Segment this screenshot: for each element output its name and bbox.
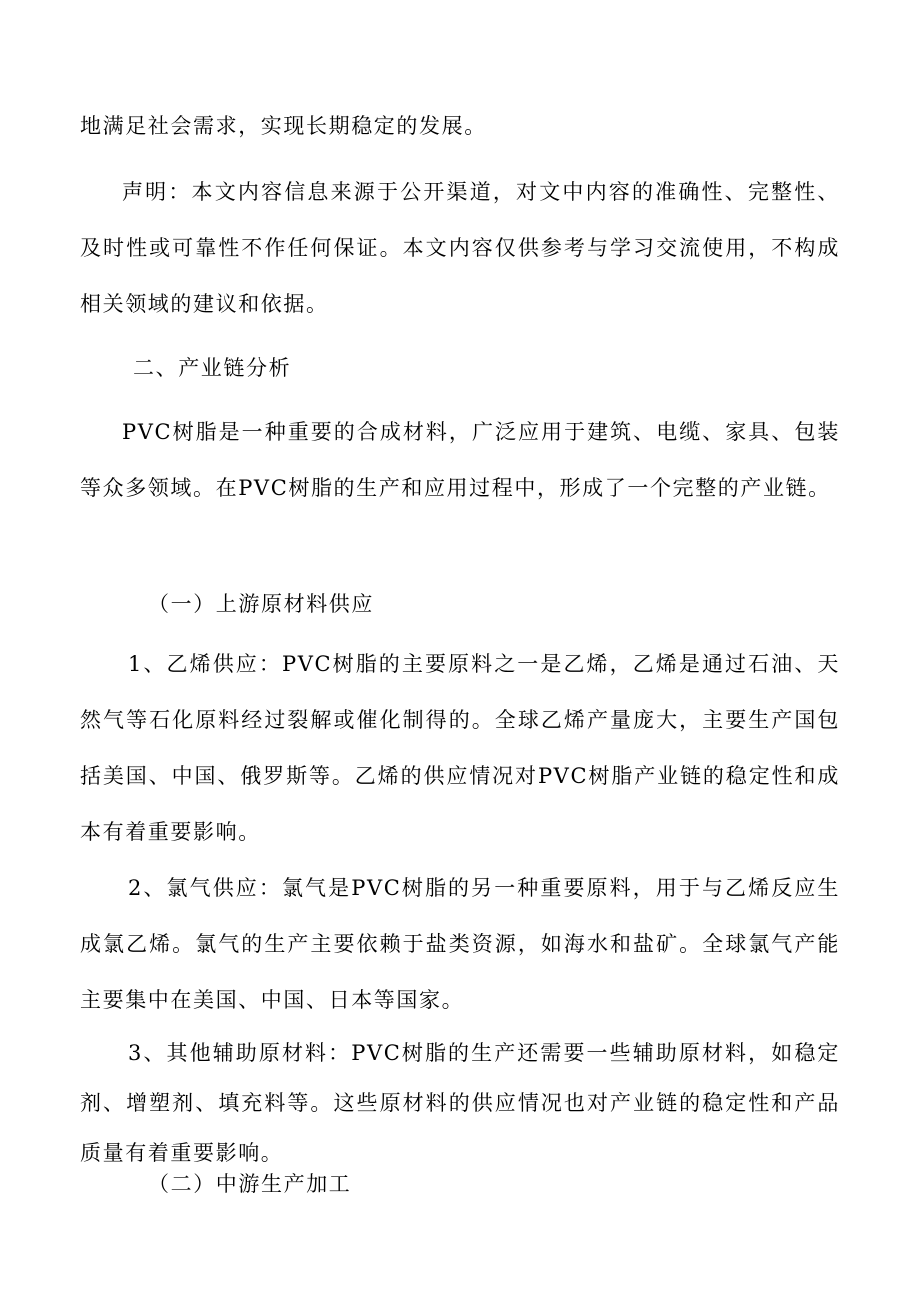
section-heading-industry-chain: 二、产业链分析 [133,356,292,380]
paragraph-chlorine-supply: 2、氯气供应：氯气是PVC树脂的另一种重要原料，用于与乙烯反应生成氯乙烯。氯气的生产主要依赖于盐类资源，如海水和盐矿。全球氯气产能主要集中在美国、中国、日本等国家。 [80,876,840,1012]
paragraph-intro: PVC树脂是一种重要的合成材料，广泛应用于建筑、电缆、家具、包装等众多领域。在PVC树脂的生产和应用过程中，形成了一个完整的产业链。 [80,420,840,500]
subsection-heading-upstream: （一）上游原材料供应 [148,592,374,616]
subsection-heading-midstream: （二）中游生产加工 [148,1172,352,1196]
paragraph-auxiliary-materials: 3、其他辅助原材料：PVC树脂的生产还需要一些辅助原材料，如稳定剂、增塑剂、填充料等。这些原材料的供应情况也对产业链的稳定性和产品质量有着重要影响。 [80,1041,840,1165]
paragraph-continuation: 地满足社会需求，实现长期稳定的发展。 [80,114,487,138]
paragraph-ethylene-supply: 1、乙烯供应：PVC树脂的主要原料之一是乙烯，乙烯是通过石油、天然气等石化原料经过裂解或催化制得的。全球乙烯产量庞大，主要生产国包括美国、中国、俄罗斯等。乙烯的供应情况对PVC树脂产业链的稳定性和成本有着重要影响。 [80,652,840,844]
paragraph-disclaimer: 声明：本文内容信息来源于公开渠道，对文中内容的准确性、完整性、及时性或可靠性不作任何保证。本文内容仅供参考与学习交流使用，不构成相关领域的建议和依据。 [80,180,840,316]
